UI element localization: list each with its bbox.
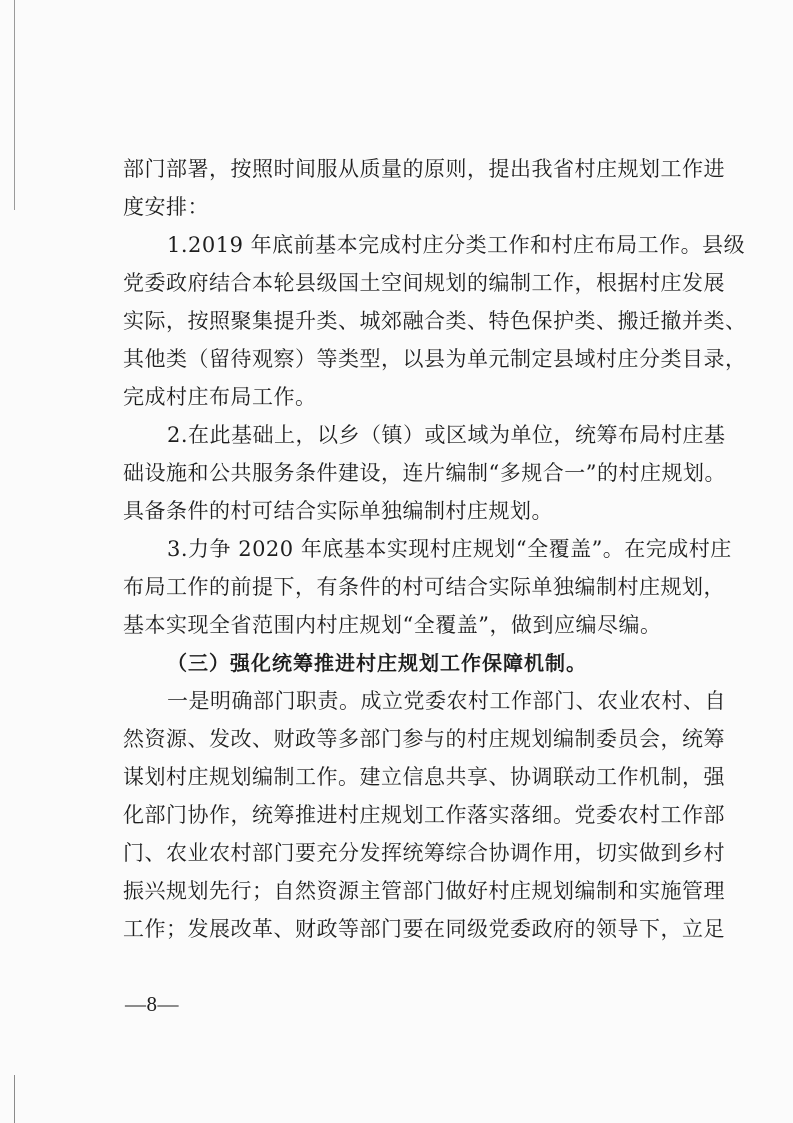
- section-heading: （三）强化统筹推进村庄规划工作保障机制。: [167, 651, 587, 675]
- binding-edge-line-top: [14, 0, 15, 210]
- paragraph-start: 一是明确部门职责。成立党委农村工作部门、农业农村、自: [167, 689, 726, 713]
- text-line: 基本实现全省范围内村庄规划“全覆盖”，做到应编尽编。: [123, 613, 662, 637]
- text-line: 础设施和公共服务条件建设，连片编制“多规合一”的村庄规划。: [123, 461, 726, 485]
- text-line: 度安排：: [123, 195, 209, 219]
- text-line: 具备条件的村可结合实际单独编制村庄规划。: [123, 499, 553, 523]
- binding-edge-line-bottom: [14, 1075, 15, 1123]
- text-line: 然资源、发改、财政等多部门参与的村庄规划编制委员会，统筹: [123, 727, 725, 751]
- body-text: [123, 150, 747, 948]
- text-line: 党委政府结合本轮县级国土空间规划的编制工作，根据村庄发展: [123, 271, 725, 295]
- text-line: 布局工作的前提下，有条件的村可结合实际单独编制村庄规划，: [123, 575, 725, 599]
- text-line: 实际，按照聚集提升类、城郊融合类、特色保护类、搬迁撤并类、: [123, 309, 747, 333]
- text-line: 门、农业农村部门要充分发挥统筹综合协调作用，切实做到乡村: [123, 841, 725, 865]
- list-item-1: 1.2019 年底前基本完成村庄分类工作和村庄布局工作。县级: [167, 233, 746, 257]
- page-number: —8—: [125, 992, 179, 1016]
- text-line: 谋划村庄规划编制工作。建立信息共享、协调联动工作机制，强: [123, 765, 725, 789]
- text-line: 完成村庄布局工作。: [123, 385, 317, 409]
- text-line: 化部门协作，统筹推进村庄规划工作落实落细。党委农村工作部: [123, 803, 725, 827]
- list-item-2: 2.在此基础上，以乡（镇）或区域为单位，统筹布局村庄基: [167, 423, 726, 447]
- text-line: 工作；发展改革、财政等部门要在同级党委政府的领导下，立足: [123, 917, 725, 941]
- text-line: 其他类（留待观察）等类型，以县为单元制定县域村庄分类目录，: [123, 347, 747, 371]
- text-line: 振兴规划先行；自然资源主管部门做好村庄规划编制和实施管理: [123, 879, 725, 903]
- list-item-3: 3.力争 2020 年底基本实现村庄规划“全覆盖”。在完成村庄: [167, 537, 732, 561]
- text-line: 部门部署，按照时间服从质量的原则，提出我省村庄规划工作进: [123, 157, 725, 181]
